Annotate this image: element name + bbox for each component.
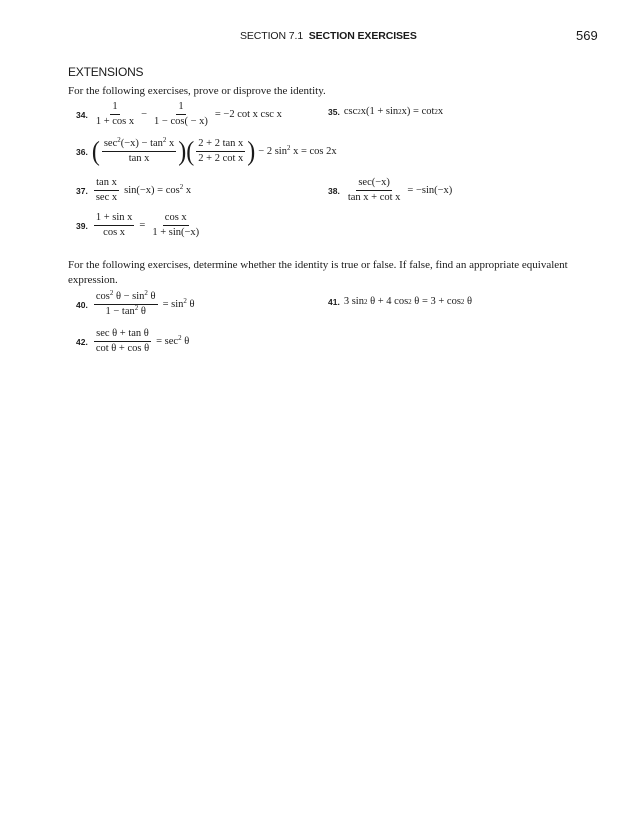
- fraction: $\frac{\text{cos x}}{1 + \sin(-x)}$: [152, 212, 200, 239]
- fraction: $\frac{\cos^2 \theta - \sin^2 \theta}{1 - \tan^2 \theta}$: [95, 289, 156, 318]
- instruction-true-false: For the following exercises, determine whether the identity is true or false. If false, find an appropriate equivalent expression.: [68, 259, 568, 286]
- fraction: $\frac{\sec^2(-x) - \tan^2 x}{\text{tan x}}$: [103, 136, 175, 165]
- exercise-41: 41. 3 sin 2 θ + 4 cos 2 θ = 3 + cos 2 θ: [328, 296, 473, 307]
- exercise-38: 38. $\frac{\sec(-x)}{\text{tan x + cot x}}$ = −sin(−x): [328, 177, 453, 204]
- exercise-35: 35. csc 2 x(1 + sin 2 x) = cot 2 x: [328, 106, 444, 117]
- fraction: $\frac{\text{tan x}}{\text{sec x}}$: [95, 177, 118, 204]
- fraction: $\frac{\text{2 + 2 tan x}}{\text{2 + 2 cot x}}$: [198, 138, 244, 165]
- fraction: $\frac{\text{1 + sin x}}{\text{cos x}}$: [95, 212, 133, 239]
- extensions-heading: EXTENSIONS: [68, 65, 144, 79]
- page-number: 569: [576, 28, 598, 43]
- exercise-39: 39. $\frac{\text{1 + sin x}}{\text{cos x}}$ = $\frac{\text{cos x}}{1 + \sin(-x)}$: [76, 212, 200, 239]
- fraction: $\frac{\text{sec θ + tan θ}}{\text{cot θ + cos θ}}$: [95, 328, 150, 355]
- fraction: $\frac{1}{1 - \cos( - x)}$: [154, 101, 208, 128]
- running-header: [0, 30, 630, 48]
- section-label: SECTION 7.1 SECTION EXERCISES: [240, 30, 417, 42]
- exercise-37: 37. $\frac{\text{tan x}}{\text{sec x}}$ $\sin(-x) = \cos^2 x$: [76, 177, 192, 204]
- instruction-prove: For the following exercises, prove or disprove the identity.: [68, 85, 326, 97]
- exercise-36: 36. ( $\frac{\sec^2(-x) - \tan^2 x}{\text{tan x}}$ )( $\frac{\text{2 + 2 tan x}}{\text{2 + 2 cot x}}$ ) − 2 $\sin^2 x = \cos 2x$: [76, 136, 337, 167]
- fraction: $\frac{\sec(-x)}{\text{tan x + cot x}}$: [347, 177, 401, 204]
- exercise-42: 42. $\frac{\text{sec θ + tan θ}}{\text{cot θ + cos θ}}$ = $\sec^2 \theta$: [76, 328, 190, 355]
- fraction: $\frac{1}{\text{1 + cos x}}$: [95, 101, 135, 128]
- exercise-40: 40. $\frac{\cos^2 \theta - \sin^2 \theta}{1 - \tan^2 \theta}$ = $\sin^2 \theta$: [76, 289, 195, 318]
- exercise-34: 34. $\frac{1}{\text{1 + cos x}}$ − $\frac{1}{1 - \cos( - x)}$ = −2 cot x csc x: [76, 101, 282, 128]
